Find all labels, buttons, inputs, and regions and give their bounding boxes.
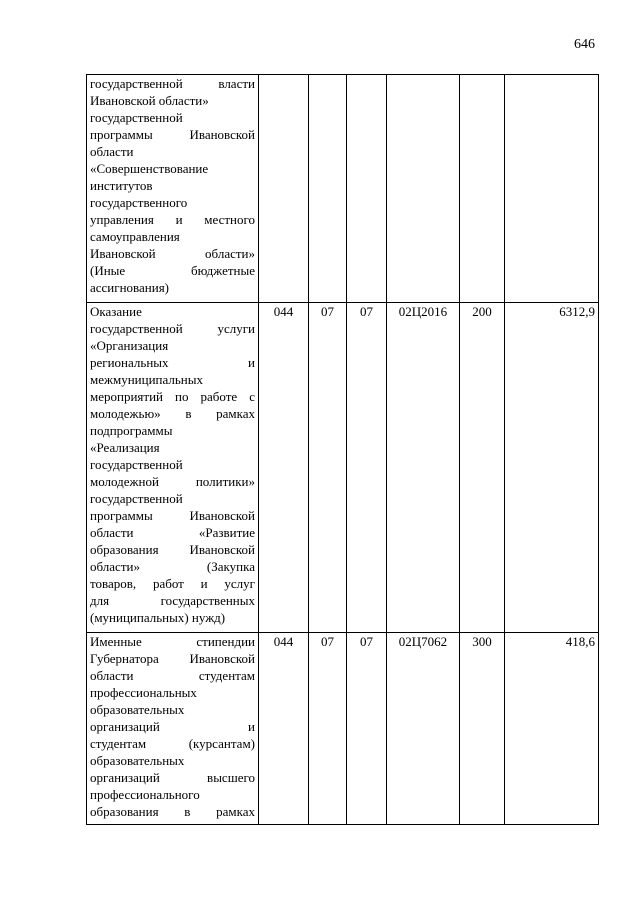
- description-line: молодежной политики»: [90, 474, 255, 489]
- description-line: государственной власти: [90, 76, 255, 91]
- section-cell: [309, 75, 347, 303]
- amount-cell: [505, 75, 599, 303]
- description-line: государственной услуги: [90, 321, 255, 336]
- description-line: государственного: [90, 195, 188, 210]
- description-line: «Реализация: [90, 440, 160, 455]
- description-line: подпрограммы: [90, 423, 173, 438]
- subsection-cell: [347, 75, 387, 303]
- table-row: [87, 303, 599, 633]
- description-line: программы Ивановской: [90, 127, 255, 142]
- amount-cell: 418,6: [505, 633, 599, 825]
- description-line: молодежью» в рамках: [90, 406, 255, 421]
- description-line: государственной: [90, 457, 183, 472]
- description-line: образовательных: [90, 753, 185, 768]
- description-line: Именные стипендии: [90, 634, 255, 649]
- description-line: региональных и: [90, 355, 255, 370]
- description-line: товаров, работ и услуг: [90, 576, 255, 591]
- table-row: [87, 75, 599, 303]
- description-line: организаций высшего: [90, 770, 255, 785]
- description-line: области студентам: [90, 668, 255, 683]
- description-line: образовательных: [90, 702, 185, 717]
- table-row: [87, 633, 599, 825]
- expense-type-cell: 200: [460, 303, 505, 633]
- target-article-cell: [387, 75, 460, 303]
- description-line: образования в рамках: [90, 804, 255, 819]
- row-description: [87, 303, 259, 633]
- description-line: для государственных: [90, 593, 255, 608]
- description-line: «Организация: [90, 338, 169, 353]
- description-line: (Иные бюджетные: [90, 263, 255, 278]
- description-line: Ивановской области»: [90, 246, 255, 261]
- description-line: Оказание: [90, 304, 142, 319]
- subsection-cell: 07: [347, 633, 387, 825]
- admin-code-cell: [259, 75, 309, 303]
- page-number: 646: [574, 37, 595, 52]
- description-line: образования Ивановской: [90, 542, 255, 557]
- description-line: мероприятий по работе с: [90, 389, 255, 404]
- description-line: управления и местного: [90, 212, 255, 227]
- description-line: области «Развитие: [90, 525, 255, 540]
- budget-table: [86, 74, 599, 825]
- target-article-cell: 02Ц7062: [387, 633, 460, 825]
- description-line: Ивановской области»: [90, 93, 209, 108]
- description-line: государственной: [90, 491, 183, 506]
- expense-type-cell: [460, 75, 505, 303]
- target-article-cell: 02Ц2016: [387, 303, 460, 633]
- admin-code-cell: 044: [259, 303, 309, 633]
- expense-type-cell: 300: [460, 633, 505, 825]
- row-description: [87, 633, 259, 825]
- description-line: профессиональных: [90, 685, 197, 700]
- section-cell: 07: [309, 303, 347, 633]
- description-line: программы Ивановской: [90, 508, 255, 523]
- description-line: профессионального: [90, 787, 200, 802]
- description-line: институтов: [90, 178, 153, 193]
- admin-code-cell: 044: [259, 633, 309, 825]
- row-description: [87, 75, 259, 303]
- description-line: области: [90, 144, 134, 159]
- section-cell: 07: [309, 633, 347, 825]
- amount-cell: 6312,9: [505, 303, 599, 633]
- subsection-cell: 07: [347, 303, 387, 633]
- description-line: студентам (курсантам): [90, 736, 255, 751]
- description-line: самоуправления: [90, 229, 180, 244]
- description-line: Губернатора Ивановской: [90, 651, 255, 666]
- description-line: организаций и: [90, 719, 255, 734]
- description-line: государственной: [90, 110, 183, 125]
- description-line: (муниципальных) нужд): [90, 610, 226, 625]
- description-line: области» (Закупка: [90, 559, 255, 574]
- description-line: «Совершенствование: [90, 161, 209, 176]
- description-line: межмуниципальных: [90, 372, 203, 387]
- description-line: ассигнования): [90, 280, 170, 295]
